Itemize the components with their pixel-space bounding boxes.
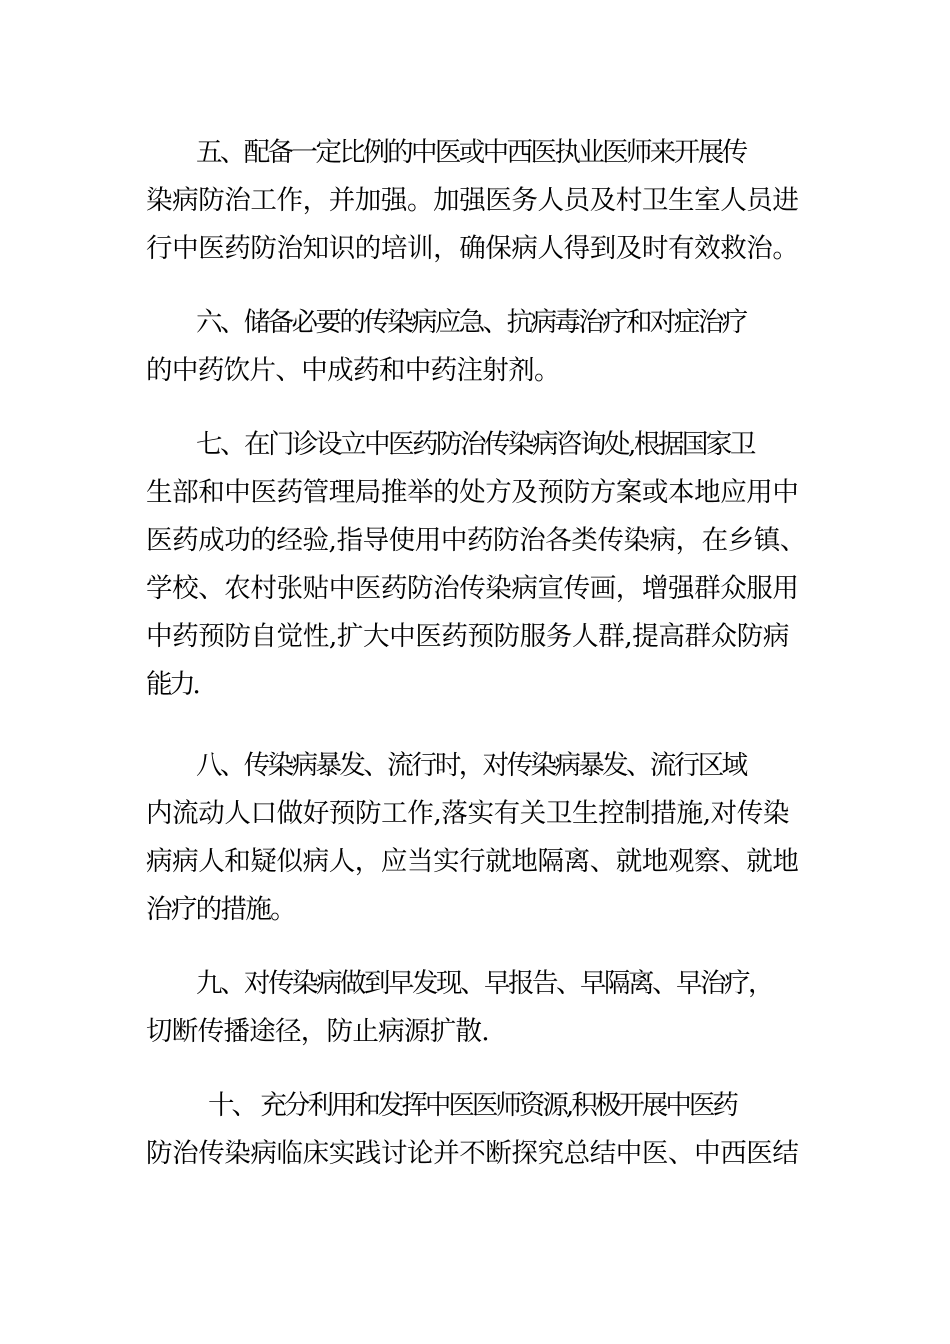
paragraph-5-line-2: 染病防治工作，并加强。加强医务人员及村卫生室人员进 (146, 185, 799, 216)
paragraph-6-line-2: 的中药饮片、中成药和中药注射剂。 (146, 355, 560, 386)
paragraph-10-line-2: 防治传染病临床实践讨论并不断探究总结中医、中西医结 (146, 1138, 799, 1169)
paragraph-9-line-1: 九、对传染病做到早发现、早报告、早隔离、早治疗， (196, 968, 772, 999)
paragraph-9-line-2: 切断传播途径，防止病源扩散. (146, 1016, 489, 1047)
paragraph-7-line-5: 中药预防自觉性,扩大中医药预防服务人群,提高群众防病 (146, 621, 789, 652)
paragraph-8-line-4: 治疗的措施。 (146, 894, 295, 925)
paragraph-8-line-3: 病病人和疑似病人，应当实行就地隔离、就地观察、就地 (146, 846, 799, 877)
paragraph-8-line-2: 内流动人口做好预防工作,落实有关卫生控制措施,对传染 (146, 798, 789, 829)
paragraph-8-line-1: 八、传染病暴发、流行时，对传染病暴发、流行区域 (196, 750, 746, 781)
paragraph-7-line-6: 能力. (146, 669, 198, 700)
paragraph-5-line-3: 行中医药防治知识的培训，确保病人得到及时有效救治。 (146, 233, 799, 264)
paragraph-7-line-2: 生部和中医药管理局推举的处方及预防方案或本地应用中 (146, 477, 799, 508)
paragraph-7-line-4: 学校、农村张贴中医药防治传染病宣传画，增强群众服用 (146, 573, 799, 604)
paragraph-6-line-1: 六、储备必要的传染病应急、抗病毒治疗和对症治疗 (196, 307, 746, 338)
paragraph-10-line-1: 十、 充分利用和发挥中医医师资源,积极开展中医药 (208, 1090, 736, 1121)
paragraph-7-line-1: 七、在门诊设立中医药防治传染病咨询处,根据国家卫 (196, 429, 754, 460)
paragraph-7-line-3: 医药成功的经验,指导使用中药防治各类传染病，在乡镇、 (146, 525, 807, 556)
paragraph-5-line-1: 五、配备一定比例的中医或中西医执业医师来开展传 (196, 137, 746, 168)
